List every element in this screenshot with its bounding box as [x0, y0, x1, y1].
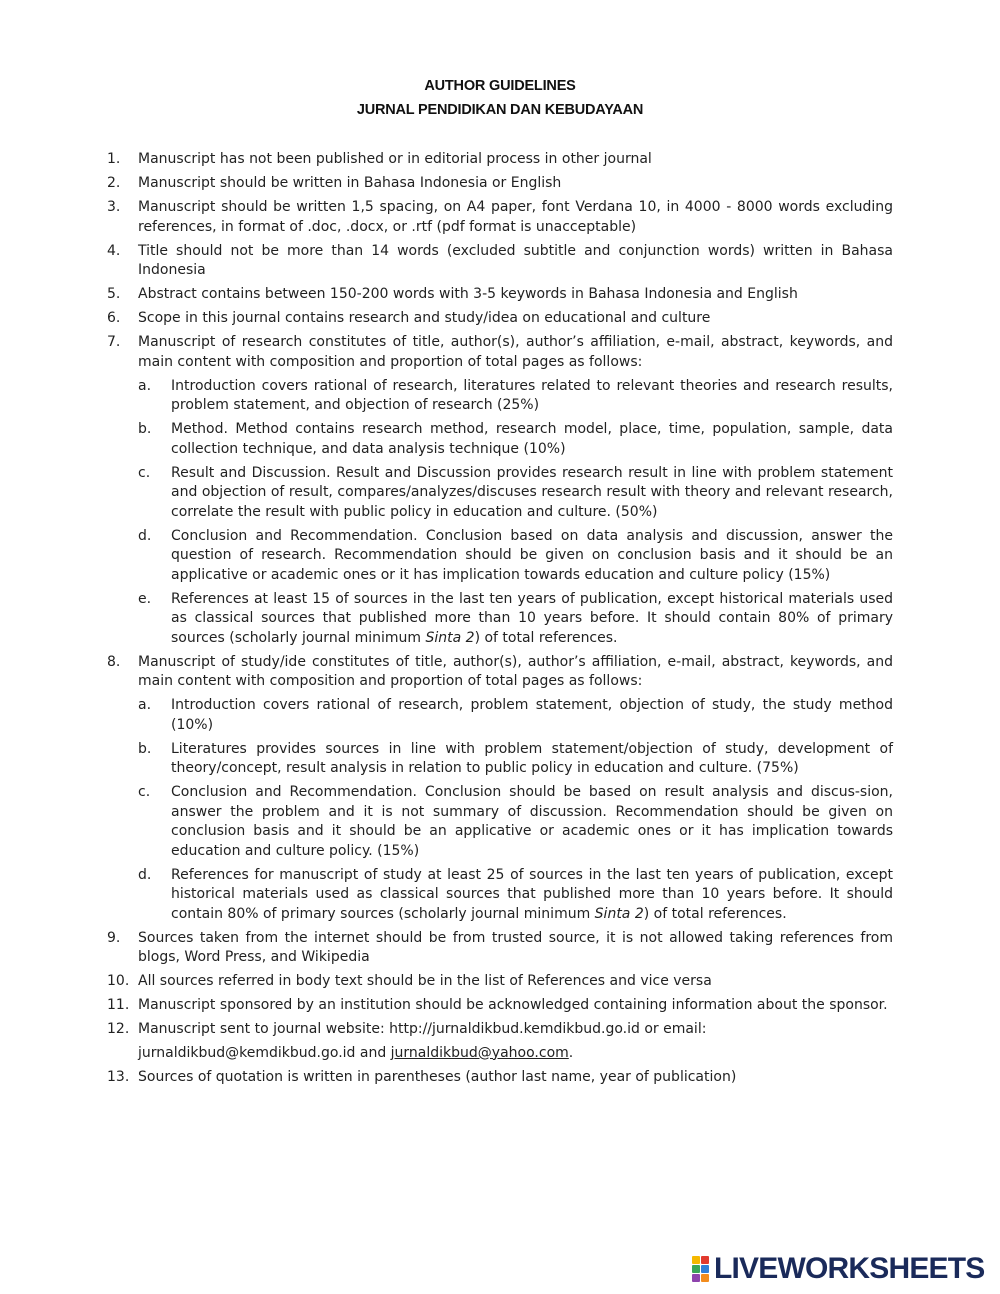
item-text: Title should not be more than 14 words (excluded subtitle and conjunction words) written in Bahasa Indonesia — [138, 242, 893, 278]
list-item-study-manuscript — [107, 653, 893, 925]
sub-item-text: References at least 15 of sources in the last ten years of publication, except historical materials used as classical sources that published more than 10 years before. It should contain 80% of primary sources (scholarly journal minimum — [171, 590, 893, 646]
sub-item-letter: a. — [138, 377, 152, 394]
list-item — [107, 285, 893, 305]
liveworksheets-logo — [692, 1254, 985, 1284]
item-number: 4. — [107, 242, 121, 259]
list-item — [107, 972, 893, 992]
list-item — [107, 1068, 893, 1088]
item-number: 10. — [107, 973, 130, 989]
sub-item — [138, 377, 893, 416]
logo-text: LIVEWORKSHEETS — [714, 1252, 985, 1285]
item-text: Manuscript sponsored by an institution should be acknowledged containing information about the sponsor. — [138, 997, 888, 1013]
sinta-level: Sinta 2 — [425, 629, 475, 646]
item-text: Manuscript should be written 1,5 spacing, on A4 paper, font Verdana 10, in 4000 - 8000 words excluding references, in format of .doc, .docx, or .rtf (pdf format is unacceptable) — [138, 199, 893, 235]
item-number: 11. — [107, 997, 130, 1013]
sub-item-text: Literatures provides sources in line with problem statement/objection of study, development of theory/concept, result analysis in relation to public policy in education and culture. (75%) — [171, 740, 893, 776]
sub-item-text: Introduction covers rational of research, literatures related to relevant theories and research results, problem statement, and objection of research (25%) — [171, 377, 893, 413]
item-text: Manuscript has not been published or in editorial process in other journal — [138, 151, 652, 167]
sub-item-letter: c. — [138, 464, 151, 481]
sub-item-letter: d. — [138, 527, 152, 544]
list-item — [107, 242, 893, 281]
sub-item-letter: b. — [138, 740, 152, 757]
list-item — [107, 996, 893, 1016]
sub-item — [138, 783, 893, 861]
item-text: Abstract contains between 150-200 words with 3-5 keywords in Bahasa Indonesia and English — [138, 286, 798, 302]
sub-item-letter: a. — [138, 697, 152, 713]
sub-item-letter: e. — [138, 590, 152, 607]
item-text: Sources taken from the internet should be from trusted source, it is not allowed taking references from blogs, Word Press, and Wikipedia — [138, 929, 893, 965]
item-number: 3. — [107, 199, 121, 215]
sub-item-text: References for manuscript of study at least 25 of sources in the last ten years of publication, except historical materials used as classical sources that published more than 10 years before. It should contain 80% of primary sources (scholarly journal minimum — [171, 866, 893, 922]
sub-item-letter: b. — [138, 421, 152, 437]
sub-item — [138, 590, 893, 649]
item-number: 1. — [107, 151, 121, 167]
sub-item — [138, 740, 893, 779]
sinta-level: Sinta 2 — [594, 905, 644, 922]
sub-item-text-end: ) of total references. — [474, 629, 618, 646]
list-item — [107, 929, 893, 968]
journal-name: JURNAL PENDIDIKAN DAN KEBUDAYAAN — [356, 102, 644, 118]
yahoo-email-link[interactable]: jurnaldikbud@yahoo.com — [390, 1044, 569, 1061]
item-number: 12. — [107, 1021, 130, 1037]
guidelines-list — [107, 150, 893, 1092]
item-number: 13. — [107, 1068, 130, 1085]
item-text: Scope in this journal contains research and study/idea on educational and culture — [138, 310, 711, 326]
item-number: 2. — [107, 175, 121, 191]
list-item — [107, 174, 893, 194]
sub-item-letter: d. — [138, 866, 152, 883]
email-text: jurnaldikbud@kemdikbud.go.id and — [138, 1044, 391, 1061]
item-number: 5. — [107, 286, 121, 302]
submission-line-1: Manuscript sent to journal website: http://jurnaldikbud.kemdikbud.go.id or email: — [138, 1021, 707, 1037]
sub-item-text: Method. Method contains research method, research model, place, time, population, sample, data collection technique, and data analysis technique (10%) — [171, 421, 893, 457]
item-text: Manuscript of research constitutes of title, author(s), author’s affiliation, e-mail, abstract, keywords, and main content with composition and proportion of total pages as follows: — [138, 334, 893, 370]
sub-item-letter: c. — [138, 784, 151, 800]
submission-line-2 — [138, 1044, 893, 1064]
item-text: Manuscript of study/ide constitutes of title, author(s), author’s affiliation, e-mail, abstract, keywords, and main content with composition and proportion of total pages as follows: — [138, 653, 893, 689]
list-item — [107, 150, 893, 170]
liveworksheets-logo-icon — [692, 1256, 710, 1282]
list-item-submission — [107, 1020, 893, 1063]
list-item — [107, 309, 893, 329]
sub-item — [138, 527, 893, 586]
sub-item-text: Result and Discussion. Result and Discussion provides research result in line with problem statement and objection of result, compares/analyzes/discuses research result with theory and relevant research, correlate the result with public policy in education and culture. (50%) — [171, 464, 893, 520]
sub-item — [138, 420, 893, 459]
document-title: AUTHOR GUIDELINES — [424, 78, 576, 94]
sub-item — [138, 866, 893, 925]
item-text: Sources of quotation is written in parentheses (author last name, year of publication) — [138, 1068, 737, 1085]
sub-item-text: Conclusion and Recommendation. Conclusion should be based on result analysis and discus-sion, answer the problem and it is not summary of discussion. Recommendation should be given on conclusion basis and it should be an applicative or academic ones or it has implication towards education and culture policy. (15%) — [171, 784, 893, 859]
item-number: 8. — [107, 653, 121, 670]
item-text: Manuscript should be written in Bahasa Indonesia or English — [138, 175, 562, 191]
list-item — [107, 198, 893, 237]
item-number: 7. — [107, 334, 121, 350]
item-number: 9. — [107, 929, 121, 946]
list-item-research-manuscript — [107, 333, 893, 648]
sub-item-text: Introduction covers rational of research, problem statement, objection of study, the study method (10%) — [171, 697, 893, 733]
sub-item — [138, 696, 893, 735]
sub-item-text-end: ) of total references. — [643, 905, 787, 922]
sub-item-text: Conclusion and Recommendation. Conclusion based on data analysis and discussion, answer the question of research. Recommendation should be given on conclusion basis and it should be an applicative or academic ones or it has implication towards education and culture policy (15%) — [171, 527, 893, 583]
item-number: 6. — [107, 310, 121, 326]
line-end: . — [568, 1044, 574, 1061]
sub-item — [138, 464, 893, 523]
item-text: All sources referred in body text should be in the list of References and vice versa — [138, 973, 712, 989]
